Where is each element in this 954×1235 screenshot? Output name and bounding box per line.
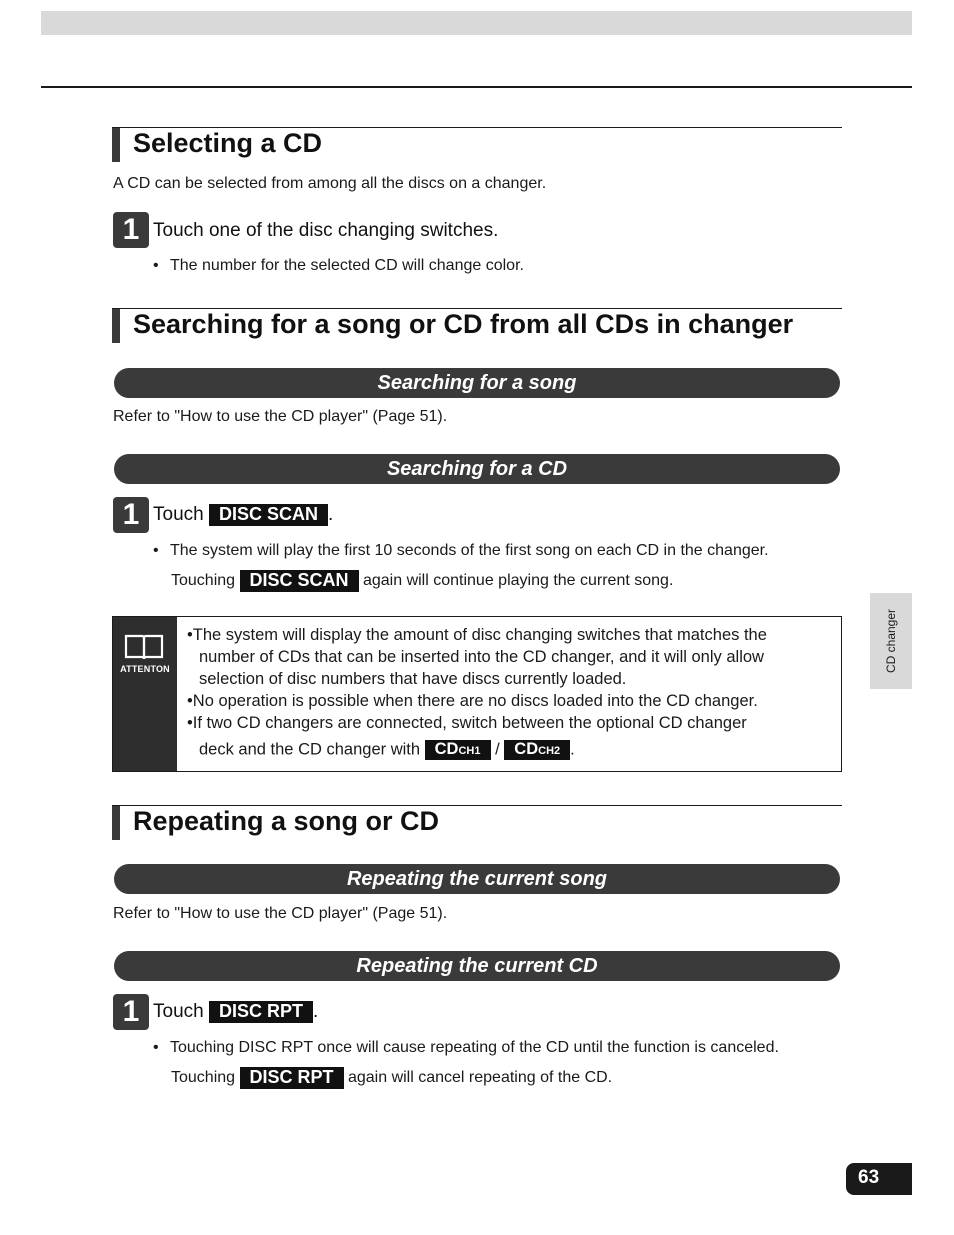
bullet-item [153,1039,779,1057]
subsection-header [114,368,840,398]
page-number-badge [846,1163,912,1195]
disc-scan-button[interactable]: DISC SCAN [209,504,328,526]
bullet-item [153,257,524,275]
step-number: 1 [113,497,149,533]
attention-suffix: . [570,740,575,759]
header-band [41,11,912,35]
header-rule [41,86,912,88]
book-icon [123,633,165,661]
bullet-continuation [171,570,673,592]
chapter-tab-label: CD changer [884,608,898,674]
step-suffix: . [313,1001,319,1022]
step-suffix: . [328,504,334,525]
attention-line: selection of disc numbers that have discs currently loaded. [199,670,627,688]
bullet-dot: • [187,692,193,710]
attention-text: No operation is possible when there are no discs loaded into the CD changer. [192,692,758,710]
reference-text: Refer to "How to use the CD player" (Page 51). [113,408,448,425]
subsection-title: Repeating the current CD [356,954,598,977]
attention-line [187,714,747,733]
step-number: 1 [113,994,149,1030]
disc-scan-button[interactable]: DISC SCAN [240,570,359,592]
section-marker [112,806,120,840]
subsection-header [114,454,840,484]
bullet-suffix: again will cancel repeating of the CD. [347,1069,613,1087]
button-sub: CH1 [458,745,481,757]
cd-ch1-button[interactable] [425,740,491,760]
subsection-header [114,864,840,894]
attention-text: If two CD changers are connected, switch between the optional CD changer [192,714,747,732]
chapter-tab [870,593,912,689]
button-sub: CH2 [538,745,561,757]
bullet-item [153,542,769,560]
subsection-title: Searching for a song [377,371,577,394]
bullet-text: The number for the selected CD will change color. [170,257,524,274]
section-title-repeating: Repeating a song or CD [133,806,440,836]
bullet-continuation [171,1067,612,1089]
bullet-dot: • [153,257,159,274]
bullet-text: Touching DISC RPT once will cause repeating of the CD until the function is canceled. [170,1039,779,1056]
attention-label: ATTENTON [120,664,170,674]
subsection-title: Repeating the current song [346,867,608,890]
section-marker [112,309,120,343]
cd-ch2-button[interactable] [504,740,570,760]
section-marker [112,128,120,162]
reference-text: Refer to "How to use the CD player" (Page 51). [113,905,448,922]
subsection-header [114,951,840,981]
attention-line [199,740,575,760]
attention-sidebar [113,617,177,771]
section-title-searching: Searching for a song or CD from all CDs in changer [133,309,794,339]
page-number: 63 [858,1167,880,1188]
section-title-selecting: Selecting a CD [133,128,323,158]
bullet-text: The system will play the first 10 seconds of the first song on each CD in the changer. [170,542,769,559]
attention-box [112,616,842,772]
separator: / [495,740,500,759]
attention-text: deck and the CD changer with [199,740,421,759]
bullet-dot: • [153,542,159,559]
step-instruction [153,1001,318,1023]
button-main: CD [434,740,459,758]
attention-line: number of CDs that can be inserted into the CD changer, and it will only allow [199,648,764,666]
step-instruction [153,504,333,526]
attention-line [187,626,767,645]
attention-line [187,692,758,711]
disc-rpt-button[interactable]: DISC RPT [209,1001,313,1023]
step-prefix: Touch [153,504,204,525]
step-instruction: Touch one of the disc changing switches. [153,220,499,241]
disc-rpt-button[interactable]: DISC RPT [240,1067,344,1089]
step-number: 1 [113,212,149,248]
bullet-dot: • [187,714,193,732]
attention-text: The system will display the amount of disc changing switches that matches the [192,626,767,644]
bullet-dot: • [187,626,193,644]
button-main: CD [514,740,539,758]
step-prefix: Touch [153,1001,204,1022]
bullet-prefix: Touching [171,572,236,590]
bullet-dot: • [153,1039,159,1056]
bullet-suffix: again will continue playing the current song. [362,572,674,590]
subsection-title: Searching for a CD [386,457,568,480]
section-intro: A CD can be selected from among all the discs on a changer. [113,175,547,192]
bullet-prefix: Touching [171,1069,236,1087]
